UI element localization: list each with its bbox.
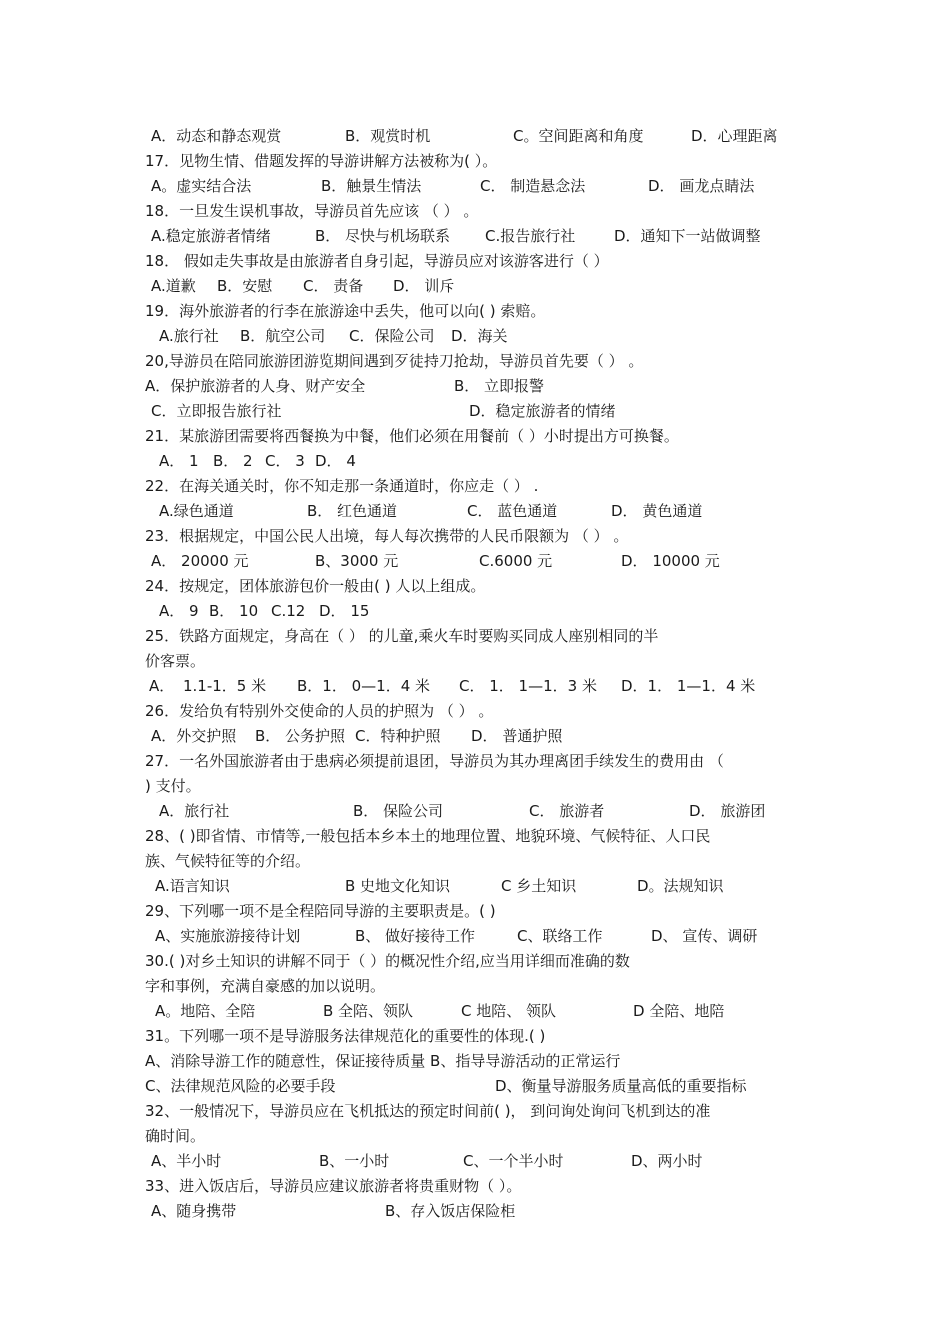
option-d: D．稳定旅游者的情绪 xyxy=(469,402,616,420)
option-b: B、存入饭店保险柜 xyxy=(385,1202,516,1220)
text-line xyxy=(145,624,810,649)
question-text: 21．某旅游团需要将西餐换为中餐，他们必须在用餐前（ ）小时提出方可换餐。 xyxy=(145,427,679,445)
option-a: A．外交护照 xyxy=(151,727,237,745)
text-line xyxy=(145,674,810,699)
option-a: A.语言知识 xyxy=(155,877,230,895)
text-line xyxy=(145,1199,810,1224)
text-line xyxy=(145,1124,810,1149)
text-line xyxy=(145,1149,810,1174)
option-b: B 全陪、领队 xyxy=(323,1002,414,1020)
option-d: D． 10000 元 xyxy=(621,552,720,570)
option-c: C．保险公司 xyxy=(349,327,435,345)
option-c: C、一个半小时 xyxy=(463,1152,564,1170)
option-a: A.道歉 xyxy=(151,277,196,295)
option-c: C.6000 元 xyxy=(479,552,553,570)
question-text-continued: 确时间。 xyxy=(145,1127,206,1145)
text-line xyxy=(145,649,810,674)
text-line xyxy=(145,499,810,524)
text-line xyxy=(145,574,810,599)
text-line xyxy=(145,149,810,174)
text-line xyxy=(145,799,810,824)
text-line xyxy=(145,449,810,474)
question-text: 24．按规定，团体旅游包价一般由( ) 人以上组成。 xyxy=(145,577,486,595)
option-c: C． 旅游者 xyxy=(529,802,605,820)
option-b: B．安慰 xyxy=(217,277,273,295)
option-d: D． 4 xyxy=(315,452,356,470)
question-text: 28、( )即省情、市情等,一般包括本乡本土的地理位置、地貌环境、气候特征、人口民 xyxy=(145,827,711,845)
question-text-continued: 字和事例，充满自豪感的加以说明。 xyxy=(145,977,386,995)
option-c: C。空间距离和角度 xyxy=(513,127,644,145)
option-b: B． 2 xyxy=(213,452,253,470)
option-c: C． 责备 xyxy=(303,277,364,295)
option-a-b: A、消除导游工作的随意性，保证接待质量 B、指导导游活动的正常运行 xyxy=(145,1052,621,1070)
option-b: B． 10 xyxy=(209,602,259,620)
option-b: B、一小时 xyxy=(319,1152,390,1170)
option-c: C.12 xyxy=(271,602,306,620)
option-a: A。地陪、全陪 xyxy=(155,1002,256,1020)
option-a-letter: A． xyxy=(149,677,175,695)
option-d: D． 旅游团 xyxy=(689,802,766,820)
text-line xyxy=(145,899,810,924)
option-b: B． 尽快与机场联系 xyxy=(315,227,451,245)
text-line xyxy=(145,699,810,724)
text-line xyxy=(145,524,810,549)
text-line xyxy=(145,424,810,449)
text-line xyxy=(145,199,810,224)
text-line xyxy=(145,1099,810,1124)
option-c: C． 制造悬念法 xyxy=(480,177,586,195)
text-line xyxy=(145,124,810,149)
option-d: D、两小时 xyxy=(631,1152,703,1170)
option-b: B、 做好接待工作 xyxy=(355,927,476,945)
option-d: D。法规知识 xyxy=(637,877,724,895)
question-text-continued: ) 支付。 xyxy=(145,777,201,795)
question-text: 22．在海关通关时，你不知走那一条通道时，你应走（ ） . xyxy=(145,477,539,495)
option-a: A.绿色通道 xyxy=(159,502,234,520)
option-a: A． 9 xyxy=(159,602,199,620)
text-line xyxy=(145,549,810,574)
option-a: A、实施旅游接待计划 xyxy=(155,927,301,945)
option-a: A、半小时 xyxy=(151,1152,222,1170)
option-c: C 地陪、 领队 xyxy=(461,1002,557,1020)
text-line xyxy=(145,849,810,874)
option-b: B．航空公司 xyxy=(240,327,326,345)
option-a: A、随身携带 xyxy=(151,1202,237,1220)
text-line xyxy=(145,1049,810,1074)
option-d: D、 宣传、调研 xyxy=(651,927,758,945)
option-b: B． 红色通道 xyxy=(307,502,398,520)
option-b: B．1． 0—1．4 米 xyxy=(297,677,431,695)
option-d: D． 黄色通道 xyxy=(611,502,703,520)
text-line xyxy=(145,874,810,899)
text-line xyxy=(145,724,810,749)
option-b: B． 保险公司 xyxy=(353,802,444,820)
option-b: B． 立即报警 xyxy=(454,377,545,395)
option-b: B 史地文化知识 xyxy=(345,877,451,895)
text-line xyxy=(145,249,810,274)
text-line xyxy=(145,749,810,774)
question-text: 17．见物生情、借题发挥的导游讲解方法被称为( ）。 xyxy=(145,152,498,170)
text-line xyxy=(145,924,810,949)
option-d: D．通知下一站做调整 xyxy=(614,227,761,245)
option-c: C、联络工作 xyxy=(517,927,603,945)
option-a: A。虚实结合法 xyxy=(151,177,252,195)
text-line xyxy=(145,949,810,974)
option-b: B．触景生情法 xyxy=(321,177,422,195)
question-text: 32、一般情况下，导游员应在飞机抵达的预定时间前( )， 到问询处询问飞机到达的准 xyxy=(145,1102,711,1120)
option-c: C． 1． 1—1．3 米 xyxy=(459,677,597,695)
option-b: B． 公务护照 xyxy=(255,727,346,745)
text-line xyxy=(145,224,810,249)
question-text-continued: 价客票。 xyxy=(145,652,206,670)
option-d: D．心理距离 xyxy=(691,127,778,145)
text-line xyxy=(145,274,810,299)
option-a: 1.1-1．5 米 xyxy=(183,677,267,695)
question-text: 20,导游员在陪同旅游团游览期间遇到歹徒持刀抢劫，导游员首先要（ ） 。 xyxy=(145,352,644,370)
option-a: A．保护旅游者的人身、财产安全 xyxy=(145,377,366,395)
question-text: 27．一名外国旅游者由于患病必须提前退团，导游员为其办理离团手续发生的费用由 （ xyxy=(145,752,724,770)
question-text: 18． 假如走失事故是由旅游者自身引起，导游员应对该游客进行（ ） xyxy=(145,252,609,270)
option-d: D． 画龙点睛法 xyxy=(648,177,755,195)
question-text-continued: 族、气候特征等的介绍。 xyxy=(145,852,311,870)
option-c: C．特种护照 xyxy=(355,727,441,745)
option-d: D、衡量导游服务质量高低的重要指标 xyxy=(495,1077,747,1095)
text-line xyxy=(145,374,810,399)
option-d: D 全陪、地陪 xyxy=(633,1002,725,1020)
option-d: D． 训斥 xyxy=(393,277,455,295)
question-text: 19．海外旅游者的行李在旅游途中丢失，他可以向( ) 索赔。 xyxy=(145,302,546,320)
option-c: C． 蓝色通道 xyxy=(467,502,558,520)
text-line xyxy=(145,999,810,1024)
text-line xyxy=(145,599,810,624)
text-line xyxy=(145,774,810,799)
option-b: B．观赏时机 xyxy=(345,127,431,145)
text-line xyxy=(145,974,810,999)
text-line xyxy=(145,1024,810,1049)
question-text: 31。下列哪一项不是导游服务法律规范化的重要性的体现.( ) xyxy=(145,1027,546,1045)
question-text: 18．一旦发生误机事故，导游员首先应该 （ ） 。 xyxy=(145,202,479,220)
text-line xyxy=(145,824,810,849)
text-line xyxy=(145,474,810,499)
question-text: 25．铁路方面规定，身高在（ ） 的儿童,乘火车时要购买同成人座别相同的半 xyxy=(145,627,659,645)
option-c: C． 3 xyxy=(265,452,305,470)
question-text: 26．发给负有特别外交使命的人员的护照为 （ ） 。 xyxy=(145,702,494,720)
option-d: D．1． 1—1．4 米 xyxy=(621,677,756,695)
text-line xyxy=(145,1174,810,1199)
option-a: A． 1 xyxy=(159,452,199,470)
option-c: C 乡土知识 xyxy=(501,877,577,895)
text-line xyxy=(145,299,810,324)
option-c: C.报告旅行社 xyxy=(485,227,576,245)
text-line xyxy=(145,324,810,349)
text-line xyxy=(145,174,810,199)
option-d: D． 普通护照 xyxy=(471,727,563,745)
text-line xyxy=(145,1074,810,1099)
option-a: A． 20000 元 xyxy=(151,552,249,570)
question-text: 23．根据规定，中国公民人出境，每人每次携带的人民币限额为 （ ） 。 xyxy=(145,527,629,545)
option-c: C．立即报告旅行社 xyxy=(151,402,282,420)
option-b: B、3000 元 xyxy=(315,552,399,570)
option-a: A.旅行社 xyxy=(159,327,219,345)
question-text: 30.( )对乡土知识的讲解不同于（ ）的概况性介绍,应当用详细而准确的数 xyxy=(145,952,630,970)
option-d: D．海关 xyxy=(451,327,508,345)
option-d: D． 15 xyxy=(319,602,370,620)
text-line xyxy=(145,349,810,374)
option-a: A．动态和静态观赏 xyxy=(151,127,282,145)
option-c: C、法律规范风险的必要手段 xyxy=(145,1077,336,1095)
option-a: A．旅行社 xyxy=(159,802,230,820)
option-a: A.稳定旅游者情绪 xyxy=(151,227,271,245)
question-text: 29、下列哪一项不是全程陪同导游的主要职责是。( ) xyxy=(145,902,496,920)
question-text: 33、进入饭店后，导游员应建议旅游者将贵重财物（ ）。 xyxy=(145,1177,522,1195)
text-line xyxy=(145,399,810,424)
